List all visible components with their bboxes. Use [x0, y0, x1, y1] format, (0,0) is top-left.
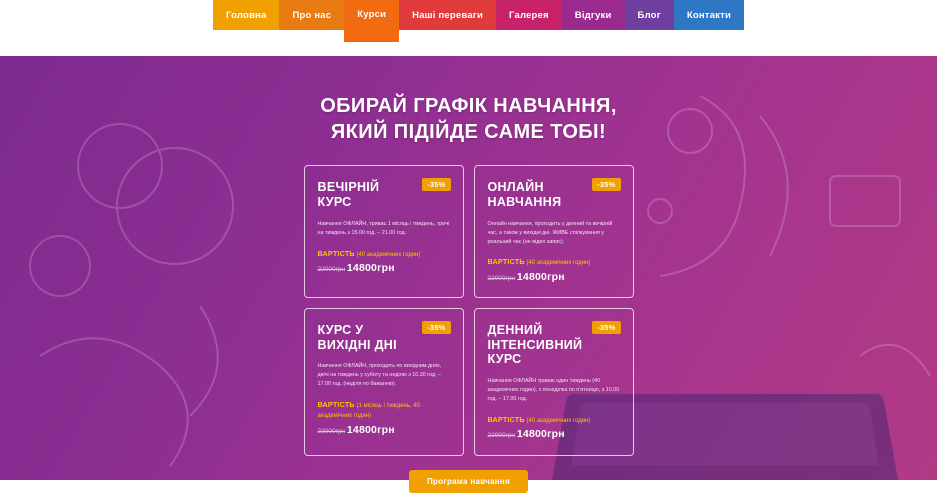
- price-label: ВАРТІСТЬ: [487, 257, 525, 267]
- course-card-price: [318, 248, 450, 277]
- course-card-description: Навчання ОФЛАЙН триває один тиждень (40 академічних годин), з понеділка по п'ятницю, з 10.00 год. – 17.00 год.: [487, 378, 620, 403]
- header-spacer: [0, 30, 937, 56]
- price-label: ВАРТІСТЬ: [317, 248, 355, 258]
- course-card-description: Навчання ОФЛАЙН, проходить по вихідним днях, двічі на тиждень у суботу та неділю з 10.30 год. – 17.00 год. (неділя по бажанню).: [317, 363, 442, 388]
- price-label: ВАРТІСТЬ: [317, 400, 355, 410]
- section-title-line-2: ЯКИЙ ПІДІЙДЕ САМЕ ТОБІ!: [330, 120, 607, 143]
- nav-item-label: Контакти: [686, 9, 731, 21]
- nav-item-label: Курси: [357, 9, 387, 20]
- course-card-online[interactable]: [474, 165, 634, 298]
- course-cards-grid-wrapper: [301, 165, 636, 455]
- discount-badge: -35%: [422, 321, 450, 334]
- nav-item-courses[interactable]: [344, 0, 399, 42]
- price-new: 14800грн: [516, 428, 565, 441]
- course-card-description: Онлайн навчання, проходить у денний та вечірній час, а також у вихідні дні. ЖИВЕ спілкування у реальний час (не відео запис).: [487, 220, 613, 245]
- top-navigation-bar: [0, 0, 937, 30]
- price-note: (40 академічних годин): [526, 260, 591, 267]
- nav-item-label: Відгуки: [574, 9, 612, 21]
- nav-item-label: Галерея: [509, 9, 549, 21]
- price-note: (1 місяць і тиждень, 40 академічних годин): [317, 403, 420, 420]
- discount-badge: -35%: [592, 178, 620, 191]
- course-cards-grid: [304, 165, 634, 455]
- course-card-title: ДЕННИЙ ІНТЕНСИВНИЙ КУРС: [487, 322, 583, 367]
- nav-item-advantages[interactable]: [399, 0, 496, 30]
- course-card-evening[interactable]: [304, 165, 464, 298]
- section-title: [0, 56, 937, 145]
- discount-badge: -35%: [592, 321, 620, 334]
- nav-item-label: Блог: [637, 9, 661, 21]
- nav-item-label: Про нас: [292, 9, 332, 21]
- nav-item-label: Наші переваги: [412, 9, 483, 21]
- course-card-description: Навчання ОФЛАЙН, триває 1 місяць і тиждень, тричі на тиждень з 15.00 год. – 21.00 год.: [317, 220, 450, 236]
- course-card-price: [488, 414, 620, 443]
- nav-item-gallery[interactable]: [496, 0, 562, 30]
- courses-schedule-section: [0, 56, 937, 486]
- price-old: 22000грн: [317, 265, 346, 273]
- price-label: ВАРТІСТЬ: [487, 414, 525, 424]
- nav-item-home[interactable]: [213, 0, 279, 30]
- price-old: 22000грн: [487, 274, 516, 282]
- discount-badge: -35%: [422, 178, 450, 191]
- price-new: 14800грн: [346, 261, 395, 274]
- nav-item-label: Головна: [226, 9, 267, 21]
- nav-item-reviews[interactable]: [562, 0, 625, 30]
- cta-wrapper: [0, 470, 937, 493]
- nav-item-about[interactable]: [279, 0, 344, 30]
- course-card-weekend[interactable]: [304, 308, 464, 456]
- course-card-intensive[interactable]: [474, 308, 634, 456]
- course-card-title: ВЕЧІРНІЙ КУРС: [317, 180, 380, 209]
- price-new: 14800грн: [516, 270, 565, 283]
- price-new: 14800грн: [346, 423, 395, 436]
- price-note: (40 академічних годин): [356, 251, 421, 258]
- course-card-title: ОНЛАЙН НАВЧАННЯ: [487, 180, 562, 209]
- price-old: 22000грн: [487, 432, 516, 440]
- main-menu: [213, 0, 744, 30]
- price-note: (40 академічних годин): [526, 417, 591, 424]
- course-card-price: [488, 256, 620, 285]
- course-card-title: КУРС У ВИХІДНІ ДНІ: [317, 322, 397, 352]
- nav-item-contacts[interactable]: [674, 0, 744, 30]
- section-title-line-1: ОБИРАЙ ГРАФІК НАВЧАННЯ,: [320, 95, 617, 117]
- training-program-button[interactable]: Програма навчання: [409, 470, 528, 493]
- nav-item-blog[interactable]: [625, 0, 674, 30]
- price-old: 22000грн: [317, 427, 346, 435]
- course-card-price: [318, 399, 450, 438]
